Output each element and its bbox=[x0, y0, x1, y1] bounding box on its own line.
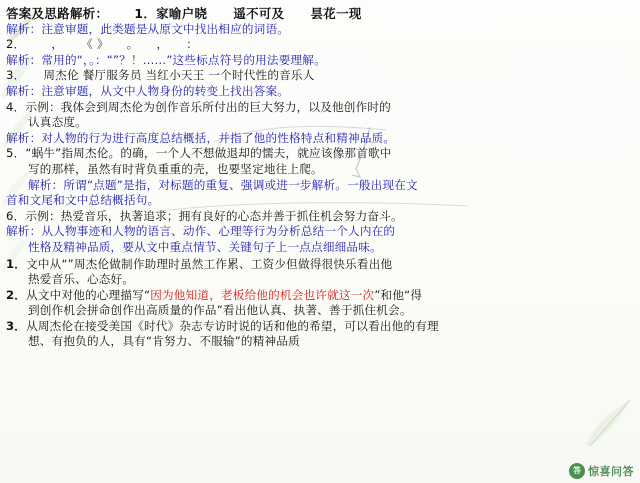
item-3-text: 周杰伦 餐厅服务员 当红小天王 一个时代性的音乐人 bbox=[43, 68, 315, 83]
title-item1-num: 1． bbox=[134, 6, 157, 21]
bottom-item-2-text-highlight: 因为他知道，老板给他的机会也许就这一次 bbox=[150, 287, 375, 302]
analysis-text: 注意审题，从文中人物身份的转变上找出答案。 bbox=[41, 83, 290, 98]
item-5-text-cont: 写的那样，虽然有时背负重重的壳，也要坚定地往上爬。 bbox=[28, 161, 323, 176]
bottom-item-3 bbox=[6, 319, 634, 335]
item-2-seg3: 。 bbox=[126, 37, 139, 52]
title-item1-text3: 昙花一现 bbox=[310, 6, 362, 21]
item-2-seg1: ， bbox=[51, 37, 64, 52]
page-title-label: 答案及思路解析： bbox=[6, 6, 109, 21]
analysis-line-5 bbox=[6, 178, 634, 194]
item-line-6 bbox=[6, 209, 634, 225]
analysis-line-3 bbox=[6, 84, 634, 100]
watermark bbox=[569, 463, 634, 479]
bottom-item-1-text: 文中从“”周杰伦做制作助理时虽然工作累、工资少但做得很快乐看出他 bbox=[26, 256, 393, 271]
analysis-label: 解析： bbox=[28, 177, 64, 192]
analysis-label: 解析： bbox=[6, 21, 42, 36]
analysis-label: 解析： bbox=[6, 83, 42, 98]
bottom-item-3-cont bbox=[6, 334, 634, 350]
page-title bbox=[6, 6, 634, 22]
title-item1-text: 家喻户晓 bbox=[156, 6, 208, 21]
analysis-line-2 bbox=[6, 53, 634, 69]
analysis-text: 从人物事迹和人物的语言、动作、心理等行为分析总结一个人内在的 bbox=[41, 224, 396, 239]
bottom-item-1-cont bbox=[6, 272, 634, 288]
item-4-text-cont: 认真态度。 bbox=[28, 115, 87, 130]
analysis-text-cont: 性格及精神品质，要从文中重点情节、关键句子上一点点细细品味。 bbox=[28, 239, 382, 254]
bottom-item-2-text-a: 从文中对他的心理描写“ bbox=[26, 287, 151, 302]
analysis-text: 对人物的行为进行高度总结概括，并指了他的性格特点和精神品质。 bbox=[41, 130, 396, 145]
bottom-item-2-text-cont: 到创作机会拼命创作出高质量的作品”看出他认真、执著、善于抓住机会。 bbox=[28, 303, 412, 318]
item-5-text: 5．“蜗牛”指周杰伦。的确，一个人不想做退却的懦夫，就应该像那首歌中 bbox=[6, 146, 392, 161]
item-line-2 bbox=[6, 37, 634, 53]
item-2-seg4: ， bbox=[156, 37, 169, 52]
bottom-item-2-number: 2． bbox=[6, 287, 27, 302]
analysis-label: 解析： bbox=[6, 224, 42, 239]
title-item1-text2: 遥不可及 bbox=[233, 6, 285, 21]
item-3-number: 3． bbox=[6, 68, 26, 83]
bottom-item-3-number: 3． bbox=[6, 318, 27, 333]
bottom-item-2-text-b: ”和他“得 bbox=[374, 287, 423, 302]
bottom-item-3-text-cont: 想、有抱负的人，具有“肯努力、不服输”的精神品质 bbox=[28, 334, 300, 349]
analysis-text-cont: 首和文尾和文中总结概括句。 bbox=[6, 193, 160, 208]
item-line-4 bbox=[6, 100, 634, 116]
analysis-line-6 bbox=[6, 224, 634, 240]
item-2-number: 2． bbox=[6, 37, 26, 52]
watermark-text: 惊喜问答 bbox=[588, 465, 634, 478]
bottom-item-3-text: 从周杰伦在接受美国《时代》杂志专访时说的话和他的希望，可以看出他的有理 bbox=[26, 318, 439, 333]
item-line-5-cont bbox=[6, 162, 634, 178]
analysis-line-6-cont bbox=[6, 240, 634, 256]
item-4-text: 4．示例：我体会到周杰伦为创作音乐所付出的巨大努力，以及他创作时的 bbox=[6, 99, 391, 114]
bottom-item-1 bbox=[6, 257, 634, 273]
analysis-line-5-cont bbox=[6, 193, 634, 209]
analysis-text: 常用的“，。：“”？！……”这些标点符号的用法要理解。 bbox=[41, 52, 326, 67]
item-line-5 bbox=[6, 146, 634, 162]
item-line-4-cont bbox=[6, 115, 634, 131]
analysis-line-1 bbox=[6, 22, 634, 38]
analysis-label: 解析： bbox=[6, 130, 42, 145]
item-2-seg5: ： bbox=[186, 37, 199, 52]
analysis-text: 注意审题，此类题是从原文中找出相应的词语。 bbox=[41, 21, 290, 36]
bottom-item-2 bbox=[6, 288, 634, 304]
analysis-text: 所谓“点题”是指，对标题的重复、强调或进一步解析。一般出现在文 bbox=[63, 177, 418, 192]
bottom-item-1-text-cont: 热爱音乐、心态好。 bbox=[28, 272, 135, 287]
bottom-item-1-number: 1． bbox=[6, 256, 27, 271]
leaf-icon bbox=[580, 396, 636, 448]
bottom-item-2-cont bbox=[6, 303, 634, 319]
analysis-label: 解析： bbox=[6, 52, 42, 67]
item-line-3 bbox=[6, 68, 634, 84]
watermark-badge-icon: 答 bbox=[569, 463, 585, 479]
analysis-line-4 bbox=[6, 131, 634, 147]
item-2-seg2: 《 》 bbox=[81, 37, 109, 52]
item-6-text: 6．示例：热爱音乐，执著追求；拥有良好的心态并善于抓住机会努力奋斗。 bbox=[6, 208, 403, 223]
